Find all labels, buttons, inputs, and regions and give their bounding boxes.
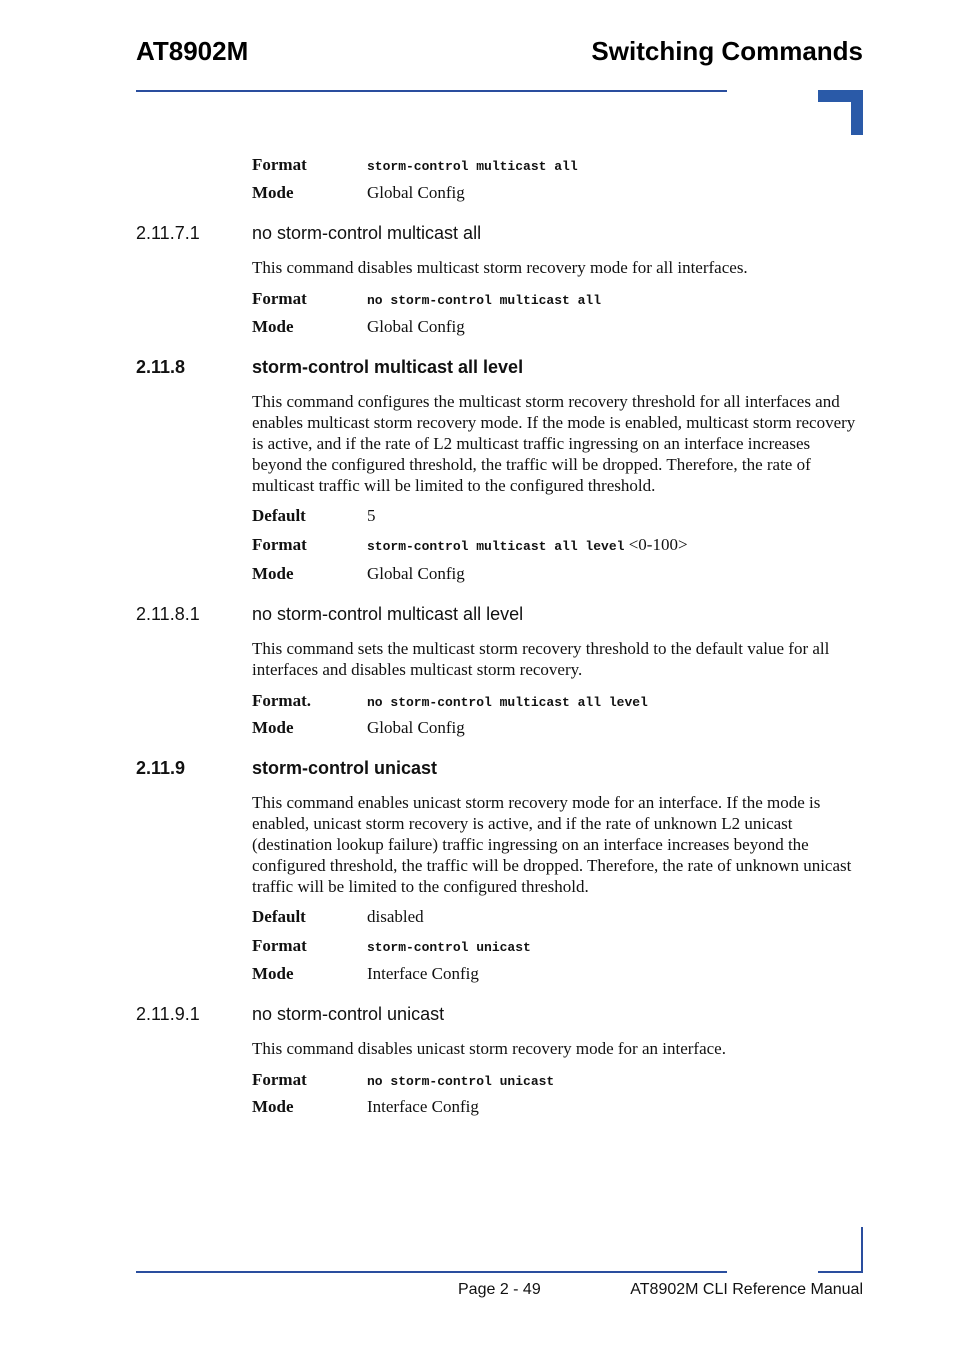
format-value-group xyxy=(367,535,688,557)
mode-value: Global Config xyxy=(367,718,465,737)
footer-rule xyxy=(136,1271,727,1273)
default-value: 5 xyxy=(367,506,376,525)
mode-label: Mode xyxy=(252,183,294,202)
page-number: Page 2 - 49 xyxy=(458,1281,541,1298)
mode-value: Global Config xyxy=(367,564,465,583)
mode-label: Mode xyxy=(252,317,294,336)
section-title: no storm-control unicast xyxy=(252,1004,445,1024)
default-label: Default xyxy=(252,506,306,525)
format-value: storm-control multicast all level xyxy=(367,539,625,554)
mode-label: Mode xyxy=(252,964,294,983)
header-product-name: AT8902M xyxy=(136,36,249,66)
mode-value: Interface Config xyxy=(367,964,479,983)
footer-corner-mark xyxy=(818,1271,863,1273)
format-label: Format xyxy=(252,936,307,955)
manual-title: AT8902M CLI Reference Manual xyxy=(630,1281,863,1298)
section-number: 2.11.8 xyxy=(136,357,186,377)
section-description: This command configures the multicast storm recovery threshold for all interfaces and enables multicast storm recovery mode. If the mode is enabled, multicast storm recovery is active, and if the rate of L2 multicast traffic ingressing on an interface increases beyond the configured threshold, the traffic will be dropped. Therefore, the rate of multicast traffic will be limited to the configured threshold. xyxy=(252,392,856,495)
section-title: storm-control unicast xyxy=(252,758,438,778)
mode-value: Global Config xyxy=(367,317,465,336)
format-argument: <0-100> xyxy=(624,535,688,554)
section-title: no storm-control multicast all xyxy=(252,223,482,243)
mode-value: Global Config xyxy=(367,183,465,202)
section-title: storm-control multicast all level xyxy=(252,357,524,377)
format-label: Format xyxy=(252,289,307,308)
section-title: no storm-control multicast all level xyxy=(252,604,524,624)
default-label: Default xyxy=(252,907,306,926)
section-number: 2.11.7.1 xyxy=(136,223,200,243)
format-label: Format xyxy=(252,535,307,554)
section-description: This command disables multicast storm recovery mode for all interfaces. xyxy=(252,258,748,277)
mode-label: Mode xyxy=(252,1097,294,1116)
header-corner-mark-vertical xyxy=(851,90,863,135)
section-number: 2.11.9 xyxy=(136,758,186,778)
format-label: Format xyxy=(252,155,307,174)
mode-label: Mode xyxy=(252,718,294,737)
format-label: Format xyxy=(252,1070,307,1089)
section-number: 2.11.9.1 xyxy=(136,1004,200,1024)
section-description: This command enables unicast storm recovery mode for an interface. If the mode is enabled, unicast storm recovery is active, and if the rate of unknown L2 unicast (destination lookup failure) traffic ingressing on an interface increases beyond the configured threshold, the traffic will be dropped. Therefore, the rate of unknown unicast traffic will be limited to the configured threshold. xyxy=(252,793,852,896)
mode-value: Interface Config xyxy=(367,1097,479,1116)
footer-corner-mark-vertical xyxy=(861,1227,863,1273)
header-rule xyxy=(136,90,727,92)
section-description: This command sets the multicast storm recovery threshold to the default value for all interfaces and disables multicast storm recovery. xyxy=(252,639,830,679)
format-value: storm-control unicast xyxy=(367,940,531,955)
format-value: storm-control multicast all xyxy=(367,159,578,174)
section-description: This command disables unicast storm recovery mode for an interface. xyxy=(252,1039,726,1058)
format-value: no storm-control multicast all xyxy=(367,293,602,308)
section-number: 2.11.8.1 xyxy=(136,604,200,624)
default-value: disabled xyxy=(367,907,424,926)
format-value: no storm-control unicast xyxy=(367,1074,555,1089)
format-label: Format. xyxy=(252,691,312,710)
header-chapter-title: Switching Commands xyxy=(591,36,863,66)
format-value: no storm-control multicast all level xyxy=(367,695,648,710)
mode-label: Mode xyxy=(252,564,294,583)
